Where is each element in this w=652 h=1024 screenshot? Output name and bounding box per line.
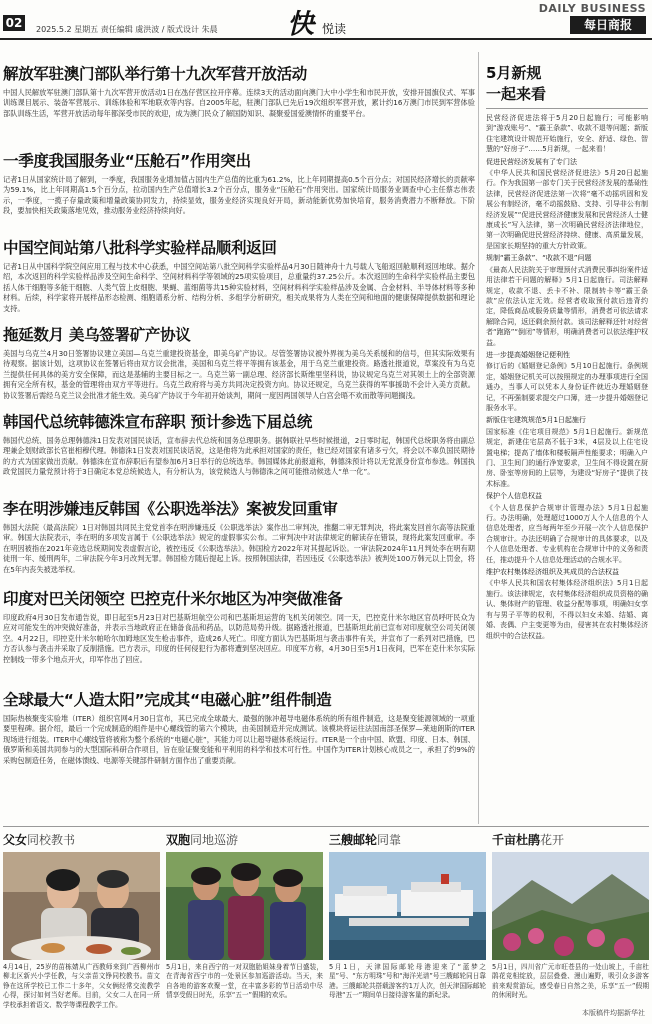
article xyxy=(3,149,475,231)
article-headline[interactable]: 印度对巴关闭领空 巴控克什米尔地区为冲突做准备 xyxy=(3,590,343,608)
sidebar-paragraph: 《个人信息保护合规审计管理办法》5月1日起施行。办法明确，处理超过1000万人个人信息的个人信息处理者，应当每两年至少开展一次个人信息保护合规审计。办法还明确了合规审计的具体要求，以及个人信息处理者、专业机构在合规审计中的义务和责任，推动提升个人信息处理活动的合规水平。 xyxy=(486,503,648,564)
sidebar-subhead: 新版住宅建筑规范5月1日起施行 xyxy=(486,416,586,425)
sidebar-title: 5月新规 xyxy=(486,64,542,82)
article xyxy=(3,323,475,405)
article-body: 记者1日从中国科学院空间应用工程与技术中心获悉，中国空间站第八批空间科学实验样品4月30日随神舟十九号载人飞船返回舱顺利返回地球。据介绍，本次返回的科学实验样品涉及空间生命科学、空间材料科学等领域的25项实验项目，总重量约37.25公斤。本次返回的生命科学实验样品主要包括人体干细胞等多能干细胞、人类气管上皮细胞、果蝇、蓝细菌等共15种实验材料，空间材料科学实验样品涉及金属、合金材料、半导体材料等多种材料。后续，科学家将开展样品形态检测、细胞谱系分析、结构分析、多组学分析研究，相关成果将为人类在空间和地面的健康保障提供数据和理论支持。 xyxy=(3,262,475,313)
new-regulations-sidebar xyxy=(486,62,648,822)
article-body: 韩国大法院（最高法院）1日对韩国共同民主党党首李在明涉嫌违反《公职选举法》案作出二审判决，推翻二审无罪判决，将此案发回首尔高等法院重审。韩国大法院表示，李在明的多项发言属于《公职选举法》规定的虚假事实公布。二审判决中对法律规定的解读存在错误，现将此案发回重审。李在明因被指在2021年竞选总统期间发表虚假言论，被控违反《公职选举法》。韩国检方2022年对其提起诉讼。一审法院2024年11月判处李在明有期徒刑一年、缓刑两年，二审法院今年3月改判无罪。韩国检方随后提起上诉。按照韩国法律，若因违反《公职选举法》被判处100万韩元以上罚金，将在5年内丧失被选举权。 xyxy=(3,523,475,574)
sidebar-subhead: 保护个人信息权益 xyxy=(486,492,542,501)
sidebar-subhead: 维护农村集体经济组织及其成员的合法权益 xyxy=(486,568,619,577)
sidebar-paragraph: 《中华人民共和国农村集体经济组织法》5月1日起施行。该法律规定，农村集体经济组织成员资格的确认、集体财产的管理、收益分配等事项，明确妇女享有与男子平等的权利，不得以妇女未婚、结婚、离婚、丧偶、户主变更等为由，侵害其在农村集体经济组织中的合法权益。 xyxy=(486,579,648,640)
sidebar-subhead: 促进民营经济发展有了专门法 xyxy=(486,157,577,166)
sidebar-subhead: 规制“霸王条款”、“收款不退”问题 xyxy=(486,254,592,263)
photo-azalea-mountain[interactable] xyxy=(492,852,649,960)
photo-headline[interactable]: 父女同校教书 xyxy=(3,833,76,847)
source-note: 本版稿件均据新华社 xyxy=(582,1009,645,1017)
article-body: 印度政府4月30日发布通告说，即日起至5月23日对巴基斯坦航空公司和巴基斯坦运营的飞机关闭领空。同一天，巴控克什米尔地区官员呼吁民众为应对可能发生的冲突做好准备，并表示当地政府正在储备食品和药品，以防范局势升级。据路透社报道，巴基斯坦此前已宣布对印度航空公司关闭领空。4月22日，印控克什米尔帕哈尔加姆地区发生枪击事件，造成26人死亡。印度方面认为巴基斯坦与袭击事件有关，并宣布了一系列对巴措施，巴方否认参与袭击并采取了反制措施。巴方表示，印度的任何侵犯行为都将遭到坚决回应。印度军方称，4月30日至5月1日夜间，巴军在克什米尔实际控制线一带多个地点开火，印军作出了回应。 xyxy=(3,613,475,664)
article-body: 国际热核聚变实验堆（ITER）组织官网4月30日宣布，其已完成全球最大、最强的脉冲超导电磁体系统的所有组件制造，这是聚变能源领域的一项重要里程碑。据介绍，最后一个完成制造的组件是中心螺线管的第六个模块，由美国制造并完成测试。该模块将运往法国南部圣保罗—莱迪朗斯的ITER现场进行组装。ITER中心螺线管将被称为整个系统的“电磁心脏”，其能力可以让超导磁体系统运行。ITER是一个由中国、欧盟、印度、日本、韩国、俄罗斯和美国共同参与的大型国际科研合作项目，旨在验证聚变能和平利用的科学和技术可行性。中国作为ITER计划核心成员之一，承担了约9%的采购包制造任务，在磁体馈线、电源等关键部件研制方面作出了重要贡献。 xyxy=(3,714,475,765)
brand-logo: 每日商报 xyxy=(570,16,646,34)
sidebar-subhead: 进一步提高婚姻登记便利性 xyxy=(486,350,570,359)
article-body: 中国人民解放军驻澳门部队第十九次军营开放活动1日在氹仔营区拉开序幕。连续3天的活动面向澳门大中小学生和市民开放，安排开国旗仪式、军事训练课目展示、装备军营展示、训练体验和军地联欢等内容。自2005年起，驻澳门部队已先后19次组织军营开放，累计约16万澳门市民到军营体验部队训练生活，军营开放活动每年都深受市民的欢迎，成为澳门民众了解国防知识、凝聚爱国爱澳情怀的重要平台。 xyxy=(3,88,475,118)
article xyxy=(3,688,475,818)
photo-caption: 5月1日，四川省广元市旺苍县的一处山坡上，千亩杜鹃花竞相绽放，层层叠叠、漫山遍野，吸引众多游客前来观赏游玩，感受春日自然之美，乐享“五一”假期的休闲时光。 xyxy=(492,963,649,1000)
photo-teachers-dinner[interactable] xyxy=(3,852,160,960)
photo-caption: 5月1日，天津国际邮轮母港迎来了“蓝梦之星”号、“东方明珠”号和“海洋光谱”号三艘邮轮同日靠港。三艘邮轮共搭载游客约1万人次，创天津国际邮轮母港“五一”期间单日接待游客量的新纪录。 xyxy=(329,963,486,1000)
dateline: 2025.5.2 星期五 责任编辑 虞洪波 / 版式设计 朱晨 xyxy=(36,25,218,34)
article-headline[interactable]: 全球最大“人造太阳”完成其“电磁心脏”组件制造 xyxy=(3,691,332,709)
article-headline[interactable]: 中国空间站第八批科学实验样品顺利返回 xyxy=(3,239,277,257)
article-body: 记者1日从国家统计局了解到，一季度，我国服务业增加值占国内生产总值的比重为61.2%，比上年同期提高0.5个百分点；对国民经济增长的贡献率为59.1%，比上年同期高1.5个百分点，拉动国内生产总值增长3.2个百分点，服务业“压舱石”作用突出。国家统计局服务业调查中心主任蔡志伟表示，一季度，一揽子存量政策和增量政策协同发力，持续显效，服务业经济实现良好开局，新动能新优势加快培育，服务消费潜力不断释放。下阶段，要加快相关政策落地见效，推动服务业经济持续向好。 xyxy=(3,175,475,216)
sidebar-paragraph: 修订后的《婚姻登记条例》5月10日起施行。条例规定，婚姻登记机关可以按照规定的办理事项进行全国通办，当事人可以凭本人身份证件就近办理婚姻登记，不再强制要求提交户口簿，进一步提升婚姻登记服务水平。 xyxy=(486,362,648,412)
article-body: 韩国代总统、国务总理韩德洙1日发表对国民谈话，宣布辞去代总统和国务总理职务。据韩联社早些时候报道，2日零时起，韩国代总统职务将由副总理兼企划财政部长官崔相穆代理。韩德洙1日发表对国民谈话说，这是他将为此承担对国家的责任，他已经对国家有诸多亏欠，将会以不辜负国民期待的方式为国家做出贡献。韩德洙在宣布辞职后有望参加6月3日举行的总统选举。韩国媒体此前报道称，韩德洙预计将以无党派身份宣布参选。韩国执政党国民力量党预计将于3日确定本党总统候选人，有分析认为，该党候选人与韩德洙之间可能推动候选人“单一化”。 xyxy=(3,436,475,477)
page-number: 02 xyxy=(3,15,25,31)
photo-story xyxy=(3,831,160,1021)
photo-twins-parade[interactable] xyxy=(166,852,323,960)
sidebar-intro: 民营经济促进法将于5月20日起施行；可能影响到“游戏账号”、“霸王条款”、收款不退等问题；新版住宅建筑设计规范开始施行，安全、舒适、绿色、智慧的“好房子”……5月新规，一起来看！ xyxy=(486,114,648,154)
masthead xyxy=(0,0,652,40)
article-headline[interactable]: 一季度我国服务业“压舱石”作用突出 xyxy=(3,152,251,170)
section-name: 悦读 xyxy=(322,22,347,36)
article-headline[interactable]: 解放军驻澳门部队举行第十九次军营开放活动 xyxy=(3,65,308,83)
photo-story xyxy=(329,831,486,1021)
brand-english: DAILY BUSINESS xyxy=(538,2,646,15)
sidebar-subtitle: 一起来看 xyxy=(486,83,648,109)
article xyxy=(3,587,475,682)
photo-cruise-ships[interactable] xyxy=(329,852,486,960)
article-headline[interactable]: 李在明涉嫌违反韩国《公职选举法》案被发回重审 xyxy=(3,500,338,518)
sidebar-paragraph: 国家标准《住宅项目规范》5月1日起施行。新规范规定，新建住宅层高不低于3米，4层及以上住宅设置电梯；提高了墙体和楼板隔声性能要求；明确入户门、卫生间门的通行净宽要求，卫生间不得设置在厨房、卧室等房间的上层等，为建设“好房子”提供了技术标准。 xyxy=(486,427,648,488)
photo-story xyxy=(166,831,323,1021)
photo-caption: 5月1日，来自西宁的一对双胞胎姐妹身着节日盛装，在青海省西宁市的一处景区参加巡游活动。当天，来自各地的游客欢聚一堂，在丰富多彩的节日活动中尽情享受假日时光，乐享“五一”假期的欢乐。 xyxy=(166,963,323,1000)
sidebar-paragraph: 《最高人民法院关于审理预付式消费民事纠纷案件适用法律若干问题的解释》5月1日起施行。司法解释规定，收款不退、丢卡不补、限制转卡等“霸王条款”应依法认定无效。经营者收取预付款后违背约定，降低商品或服务质量等情形，消费者可依法请求解除合同，返还剩余预付款。该司法解释还针对经营者“跑路”“倒闭”等情形，明确消费者可以依法维护权益。 xyxy=(486,265,648,347)
article xyxy=(3,236,475,318)
main-news-column xyxy=(3,52,479,824)
photo-headline[interactable]: 三艘邮轮同靠 xyxy=(329,833,402,847)
article-headline[interactable]: 拖延数月 美乌签署矿产协议 xyxy=(3,326,191,344)
photo-caption: 4月14日，25岁的苗栋婧从广西教师来到广西柳州市柳北区新兴小学任教，与父亲苗文铮同校教书。苗文铮在这所学校已工作二十多年，父女俩经常交流教学心得，探讨如何当好老师。目前，父女二人在同一所学校承担着语文、数学等课程教学工作。 xyxy=(3,963,160,1009)
photo-headline[interactable]: 双胞同地巡游 xyxy=(166,833,239,847)
photo-news-strip xyxy=(3,826,649,1022)
section-mark: 快 xyxy=(287,9,314,40)
article-body: 美国与乌克兰4月30日签署协议建立美国—乌克兰重建投资基金，即美乌矿产协议。尽管签署协议被外界视为美乌关系缓和的信号，但其实际效果有待观察。据该计划，这项协议在签署后将由双方议会批准，美国和乌克兰将平等拥有该基金，用于乌克兰重建投资。路透社报道说，草案没有为乌克兰提供任何具体的美方安全保障，而这是基辅的主要目标之一。乌克兰第一副总理、经济部长斯维里坚科说，协议规定乌克兰对其领土上的全部资源拥有完全所有权，基金的管理将由双方平等进行。乌克兰政府将与美方共同决定投资方向。协议还规定，乌克兰获得的军事援助不会计入美方贡献。协议签署后需经乌克兰议会批准才能生效。美乌矿产协议于今年初开始谈判，期间一度因两国领导人白宫会晤不欢而散等问题搁浅。 xyxy=(3,349,475,400)
photo-story xyxy=(492,831,649,1021)
article xyxy=(3,62,475,144)
photo-headline[interactable]: 千亩杜鹃花开 xyxy=(492,833,565,847)
article-headline[interactable]: 韩国代总统韩德洙宣布辞职 预计参选下届总统 xyxy=(3,413,313,431)
article xyxy=(3,410,475,492)
sidebar-paragraph: 《中华人民共和国民营经济促进法》5月20日起施行。作为我国第一部专门关于民营经济发展的基础性法律，民营经济促进法第一次将“毫不动摇巩固和发展公有制经济，毫不动摇鼓励、支持、引导非公有制经济发展”“促进民营经济健康发展和民营经济人士健康成长”写入法律，第一次明确民营经济法律地位，第一次明确促进民营经济持续、健康、高质量发展，是国家长期坚持的重大方针政策。 xyxy=(486,169,648,250)
article xyxy=(3,497,475,582)
